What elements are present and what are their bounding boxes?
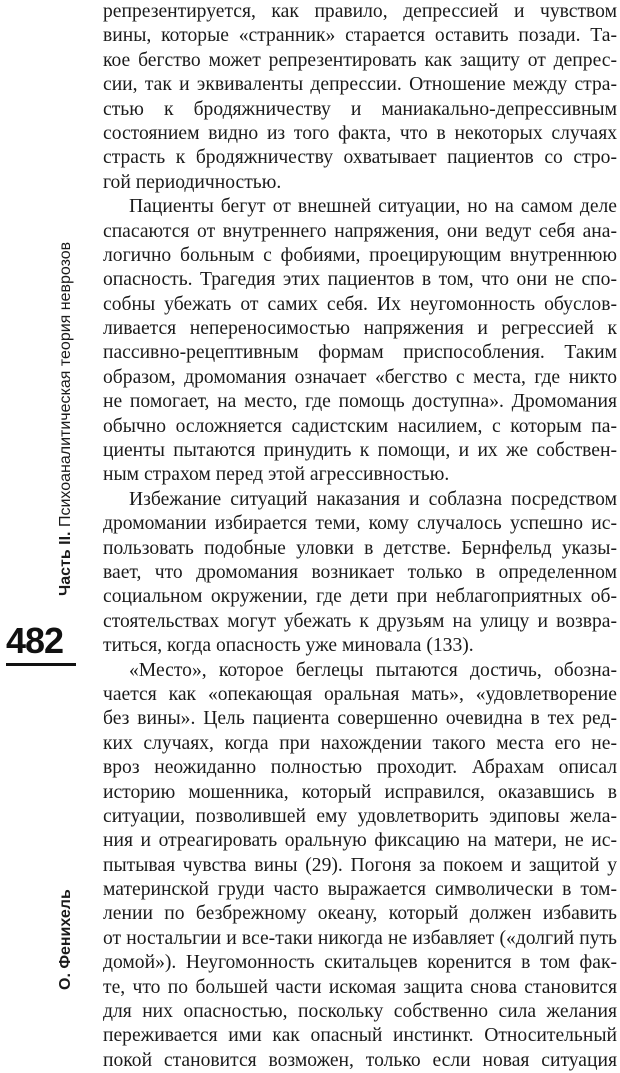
text-line: для них опасностью, поскольку собственно сила желания <box>103 1001 617 1023</box>
text-line: вины, которые «странник» старается оставить позади. Та- <box>103 25 617 47</box>
text-line: те, что по большей части искомая защита снова становится <box>103 976 617 998</box>
text-line: Пациенты бегут от внешней ситуации, но на самом деле <box>129 196 617 218</box>
text-line: социальном окружении, где дети при неблагоприятных об- <box>103 586 617 608</box>
text-line: ких случаях, когда при нахождении такого места его не- <box>103 732 617 754</box>
text-line: гой периодичностью. <box>103 171 282 193</box>
page-number: 482 <box>6 620 64 661</box>
text-line: ным страхом перед этой агрессивностью. <box>103 464 450 486</box>
text-line: без вины». Цель пациента совершенно очевидна в тех ред- <box>103 708 617 730</box>
text-line: дромомании избирается теми, кому случалось успешно ис- <box>103 513 617 535</box>
text-line: репрезентируется, как правило, депрессией и чувством <box>103 1 617 22</box>
text-line: не помогает, на место, где помощь доступна». Дромомания <box>103 391 617 413</box>
text-line: Избежание ситуаций наказания и соблазна посредством <box>129 488 617 510</box>
body-text <box>103 0 617 1073</box>
text-line: состоянием видно из того факта, что в некоторых случаях <box>103 122 617 144</box>
text-line: вает, что дромомания возникает только в определенном <box>103 561 617 583</box>
text-line: сии, так и эквиваленты депрессии. Отношение между стра- <box>103 74 617 96</box>
page-number-rule <box>6 663 76 666</box>
text-line: циенты пытаются принудить к помощи, и их же собствен- <box>103 440 617 462</box>
part-title: Психоаналитическая теория неврозов <box>57 241 74 528</box>
text-line: логично больным с фобиями, проецирующим внутреннюю <box>103 244 617 266</box>
text-line: материнской груди часто выражается символически в том- <box>103 879 617 901</box>
running-head-author: О. Фенихель <box>57 889 74 990</box>
text-line: ния и отреагировать оральную фиксацию на матери, не ис- <box>103 830 617 852</box>
text-line: ситуации, позволившей ему удовлетворить эдиповы жела- <box>103 805 617 827</box>
text-line: титься, когда опасность уже миновала (133). <box>103 635 474 657</box>
text-line: обычно осложняется садистским насилием, с которым па- <box>103 415 617 437</box>
text-line: страсть к бродяжничеству охватывает пациентов со стро- <box>103 147 617 169</box>
text-line: пассивно-рецептивным формам приспособления. Таким <box>103 342 617 364</box>
text-line: опасность. Трагедия этих пациентов в том, что они не спо- <box>103 269 617 291</box>
text-line: от ностальгии и все-таки никогда не избавляет («долгий путь <box>103 927 617 949</box>
text-line: стью к бродяжничеству и маниакально-депрессивным <box>103 98 617 120</box>
text-line: вроз неожиданно полностью проходит. Абрахам описал <box>103 757 617 779</box>
text-line: переживается ими как опасный инстинкт. Относительный <box>103 1025 617 1047</box>
text-line: историю мошенника, который исправился, оказавшись в <box>103 781 617 803</box>
text-line: спасаются от внутреннего напряжения, они ведут себя ана- <box>103 220 617 242</box>
text-line: образом, дромомания означает «бегство с места, где никто <box>103 366 617 388</box>
text-line: кое бегство может репрезентировать как защиту от депрес- <box>103 49 617 71</box>
text-line: домой»). Неугомонность скитальцев коренится в том фак- <box>103 952 617 974</box>
text-line: чается как «опекающая оральная мать», «удовлетворение <box>103 683 617 705</box>
text-line: ливается непереносимостью напряжения и регрессией к <box>103 318 617 340</box>
text-line: покой становится возможен, только если новая ситуация <box>103 1049 617 1071</box>
text-line: лении по безбрежному океану, который должен избавить <box>103 903 617 925</box>
text-line: стоятельствах могут убежать к друзьям на улицу и возвра- <box>103 610 617 632</box>
text-line: «Место», которое беглецы пытаются достичь, обозна- <box>129 659 617 681</box>
running-head-part <box>57 242 75 596</box>
text-line: пытывая чувства вины (29). Погоня за покоем и защитой у <box>103 854 617 876</box>
text-line: пользовать подобные уловки в детстве. Бернфельд указы- <box>103 537 617 559</box>
text-line: собны убежать от самих себя. Их неугомонность обуслов- <box>103 293 617 315</box>
part-label: Часть II. <box>57 531 74 596</box>
